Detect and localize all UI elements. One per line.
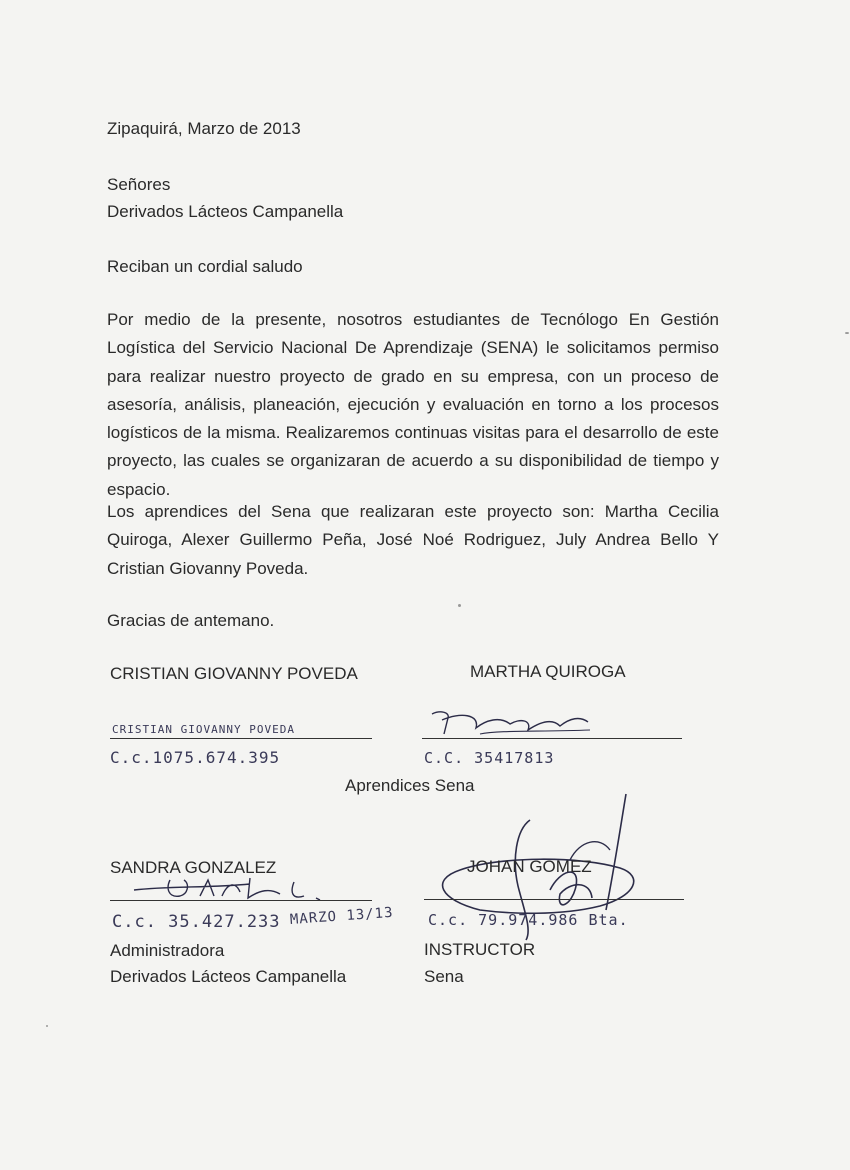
body-paragraph-2: Los aprendices del Sena que realizaran este proyecto son: Martha Cecilia Quiroga, Alexer Guillermo Peña, José Noé Rodriguez, July Andrea Bello Y Cristian Giovanny Poveda.: [107, 502, 719, 578]
company-rep-date: MARZO 13/13: [289, 904, 395, 928]
student-1-name: CRISTIAN GIOVANNY POVEDA: [110, 664, 358, 683]
scan-speck: [458, 604, 461, 607]
company-rep-name: SANDRA GONZALEZ: [110, 858, 277, 877]
salutation-line-1: Señores: [107, 175, 171, 194]
instructor-organization: Sena: [424, 967, 464, 986]
signature-line: [110, 738, 372, 739]
company-rep-role: Administradora: [110, 941, 225, 960]
closing: Gracias de antemano.: [107, 611, 275, 630]
place-date: Zipaquirá, Marzo de 2013: [107, 119, 301, 138]
signature-line: [422, 738, 682, 739]
student-2-signature: [420, 704, 600, 740]
company-rep-organization: Derivados Lácteos Campanella: [110, 967, 347, 986]
instructor-id: C.c. 79.974.986 Bta.: [428, 911, 629, 929]
salutation-line-2: Derivados Lácteos Campanella: [107, 202, 344, 221]
student-1-handwritten-name: CRISTIAN GIOVANNY POVEDA: [112, 723, 295, 736]
body-paragraph-1: Por medio de la presente, nosotros estudiantes de Tecnólogo En Gestión Logística del Servicio Nacional De Aprendizaje (SENA) le solicitamos permiso para realizar nuestro proyecto de grado en su empresa, con un proceso de asesoría, análisis, planeación, ejecución y evaluación en torno a los procesos logísticos de la misma. Realizaremos continuas visitas para el desarrollo de este proyecto, las cuales se organizaran de acuerdo a su disponibilidad de tiempo y espacio.: [107, 310, 719, 499]
student-2-name: MARTHA QUIROGA: [470, 662, 626, 681]
greeting: Reciban un cordial saludo: [107, 257, 303, 276]
student-1-id: C.c.1075.674.395: [110, 748, 281, 767]
signature-line: [424, 899, 684, 900]
company-rep-id: C.c. 35.427.233: [112, 912, 281, 932]
instructor-role: INSTRUCTOR: [424, 940, 536, 959]
instructor-name: JOHAN GOMEZ: [467, 857, 592, 876]
scan-speck: [46, 1025, 48, 1027]
signature-line: [110, 900, 372, 901]
scan-speck: [845, 332, 849, 334]
students-caption: Aprendices Sena: [345, 776, 475, 795]
student-2-id: C.C. 35417813: [424, 749, 555, 767]
